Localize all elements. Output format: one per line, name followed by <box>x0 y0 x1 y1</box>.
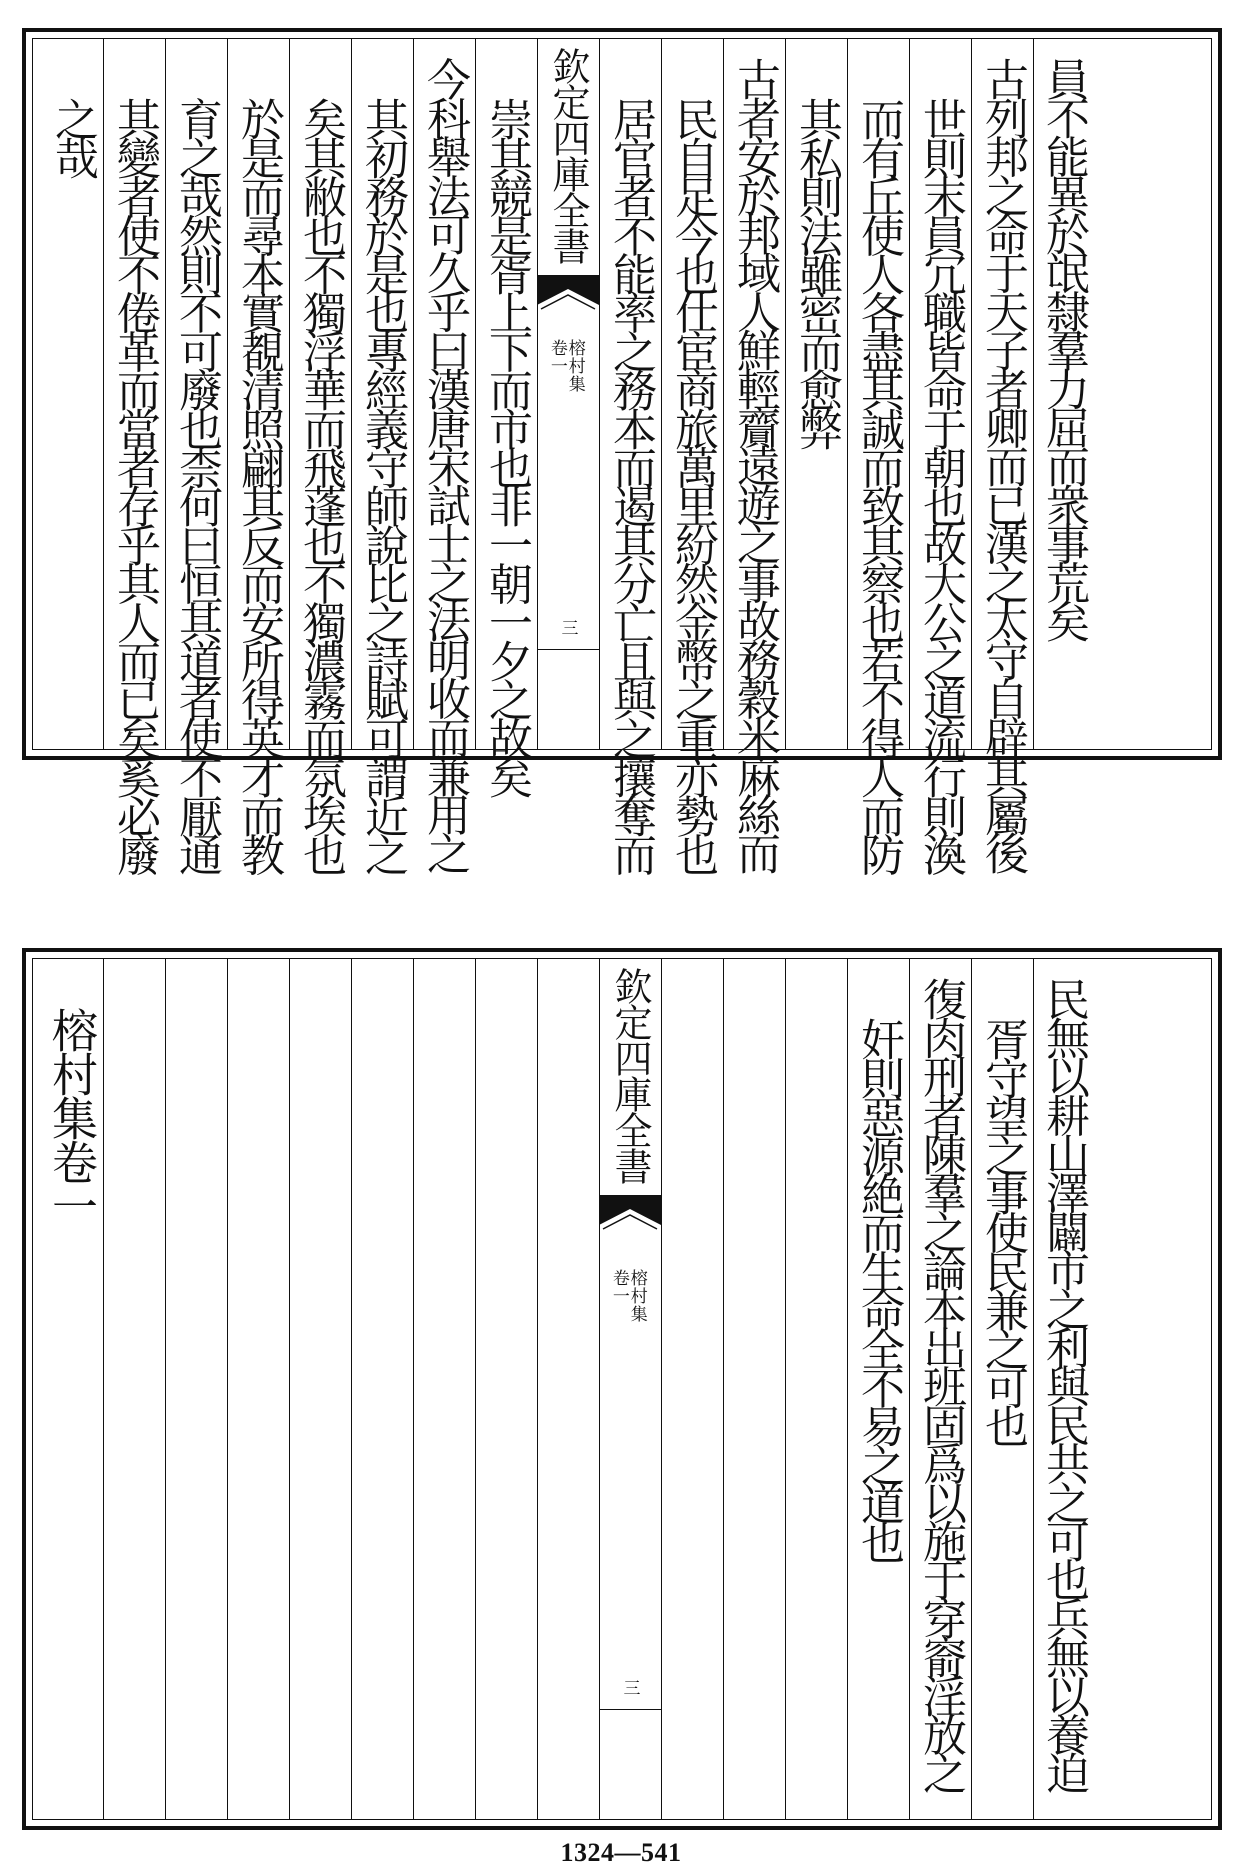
column-rule <box>847 39 848 749</box>
text-column <box>41 39 103 749</box>
text-column <box>909 959 971 1819</box>
column-rule <box>537 39 538 749</box>
column-rule <box>537 959 538 1819</box>
text-column <box>413 39 475 870</box>
column-rule <box>165 39 166 749</box>
column-rule <box>103 39 104 749</box>
column-text: 崇其競是胥上下而市也非一朝一夕之故矣 <box>481 97 532 794</box>
folio-number: 三 <box>619 1679 640 1696</box>
text-column <box>847 959 909 1819</box>
text-column <box>103 39 165 872</box>
text-column <box>227 39 289 872</box>
fishtail-mark <box>599 1195 661 1239</box>
text-column <box>599 39 661 872</box>
book-title: 欽定四庫全書 <box>608 967 652 1183</box>
column-rule <box>723 959 724 1819</box>
column-rule <box>723 39 724 749</box>
text-column <box>1033 39 1093 749</box>
column-rule <box>599 959 600 1819</box>
text-column <box>661 39 723 872</box>
column-rule <box>909 959 910 1819</box>
column-text: 居官者不能率之務本而遏其分亡且與之攘奪而 <box>605 97 656 872</box>
column-rule <box>165 959 166 1819</box>
column-rule <box>227 39 228 749</box>
column-rule <box>289 959 290 1819</box>
column-text: 民自足今也仕宦商旅萬里紛然金幣之重亦勢也 <box>667 97 718 872</box>
text-column <box>847 39 909 872</box>
column-rule <box>475 39 476 749</box>
column-text: 而有丘使人各盡其誠而致其察也若不得人而防 <box>853 97 904 872</box>
column-rule <box>909 39 910 749</box>
center-fold <box>537 39 599 749</box>
column-text: 古者安於邦域人鮮輕齎遠遊之事故務穀米麻絲而 <box>729 57 780 870</box>
column-rule <box>1033 39 1034 749</box>
fishtail-mark <box>537 275 599 319</box>
bottom-page <box>22 948 1222 1830</box>
column-rule <box>413 39 414 749</box>
column-rule <box>599 39 600 749</box>
top-page <box>22 28 1222 872</box>
column-text: 古列邦之命于天子者卿而已漢之太守自辟其屬後 <box>977 57 1028 870</box>
column-text: 之哉 <box>47 97 98 175</box>
column-rule <box>971 39 972 749</box>
book-title: 欽定四庫全書 <box>546 47 590 263</box>
text-column <box>1033 959 1093 1819</box>
column-rule <box>227 959 228 1819</box>
column-text: 育之哉然則不可廢也柰何曰恒其道者使不厭通 <box>171 97 222 872</box>
column-rule <box>785 39 786 749</box>
folio-number: 三 <box>557 619 578 636</box>
column-text: 胥守望之事使民兼之可也 <box>977 1017 1028 1443</box>
column-rule <box>847 959 848 1819</box>
column-rule <box>971 959 972 1819</box>
column-rule <box>661 959 662 1819</box>
column-rule <box>351 39 352 749</box>
juan-label: 榕村集 卷一 <box>546 339 585 393</box>
center-fold <box>599 959 661 1819</box>
text-column <box>971 959 1033 1819</box>
juan-label: 榕村集 卷一 <box>608 1269 647 1323</box>
column-rule <box>785 959 786 1819</box>
column-rule <box>289 39 290 749</box>
text-column <box>785 39 847 749</box>
text-column <box>723 39 785 870</box>
column-rule <box>103 959 104 1819</box>
volume-title: 榕村集卷一 <box>45 1007 99 1227</box>
column-text: 其變者使不倦革而當者存乎其人而已矣奚必廢 <box>109 97 160 872</box>
column-text: 民無以耕山澤闢市之利與民共之可也兵無以養迫 <box>1038 977 1089 1790</box>
column-rule <box>475 959 476 1819</box>
text-column <box>971 39 1033 870</box>
column-text: 員不能異於氓隸羣力屈而衆事荒矣 <box>1038 57 1089 638</box>
text-column <box>909 39 971 872</box>
column-text: 復肉刑者陳羣之論本出班固爲以施于穿窬淫放之 <box>915 977 966 1790</box>
volume-title-column <box>41 959 103 1819</box>
top-page-inner-frame <box>32 38 1212 872</box>
text-column <box>289 39 351 872</box>
text-column <box>165 39 227 872</box>
column-rule <box>1033 959 1034 1819</box>
column-text: 其私則法雖密而愈弊 <box>791 97 842 446</box>
bottom-page-inner-frame <box>32 958 1212 1820</box>
column-text: 矣其敝也不獨浮華而飛蓬也不獨濃霧而氛埃也 <box>295 97 346 872</box>
column-rule <box>661 39 662 749</box>
column-text: 於是而尋本實覩清照翩其反而安所得英才而教 <box>233 97 284 872</box>
column-text: 其初務於是也專經義守師說比之詩賦可謂近之 <box>357 97 408 872</box>
text-column <box>351 39 413 872</box>
column-rule <box>413 959 414 1819</box>
text-column <box>475 39 537 794</box>
page-number: 1324—541 <box>560 1838 682 1867</box>
column-text: 世則末員冗職皆命于朝也故大公之道流行則渙 <box>915 97 966 872</box>
column-text: 今科舉法可久乎曰漢唐宋試士之法明收而兼用之 <box>419 57 470 870</box>
column-text: 奸則惡源絶而生命全不易之道也 <box>853 1017 904 1559</box>
column-rule <box>351 959 352 1819</box>
